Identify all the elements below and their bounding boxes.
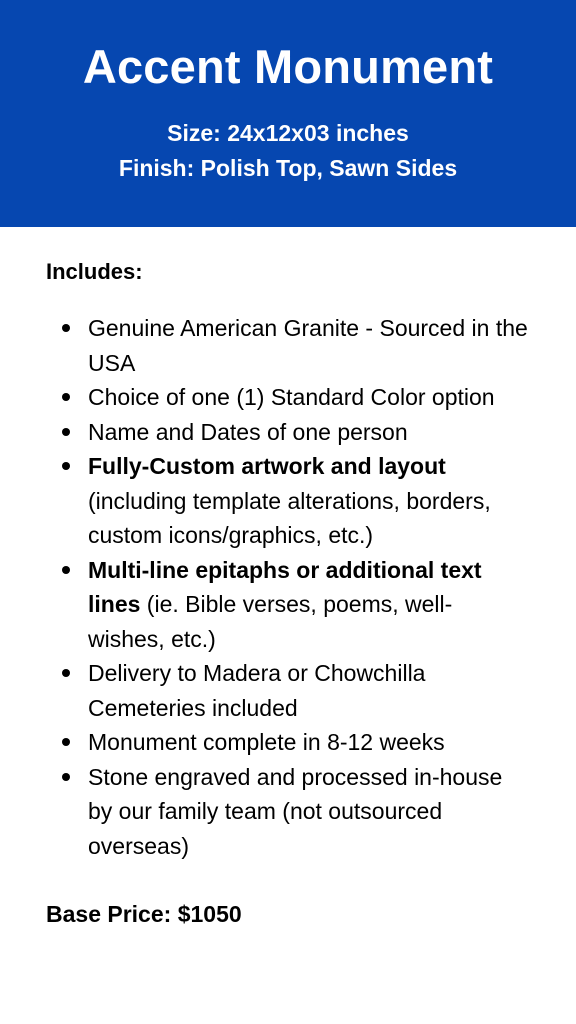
item-text: Genuine American Granite - Sourced in the USA <box>88 315 528 376</box>
item-bold: Multi-line epitaphs or additional text lines <box>88 556 482 617</box>
content <box>0 227 576 931</box>
list-item <box>46 449 528 553</box>
item-text: (including template alterations, borders, custom icons/graphics, etc.) <box>88 487 491 548</box>
item-text: Stone engraved and processed in-house by our family team (not outsourced overseas) <box>88 763 503 859</box>
list-item <box>46 553 528 657</box>
item-text: Delivery to Madera or Chowchilla Cemeteries included <box>88 660 426 721</box>
includes-heading: Includes: <box>46 259 143 284</box>
item-text: Monument complete in 8-12 weeks <box>88 729 445 755</box>
header-banner <box>0 0 576 227</box>
list-item <box>46 656 528 725</box>
bullet-icon <box>62 428 70 436</box>
item-text: Choice of one (1) Standard Color option <box>88 384 495 410</box>
item-text: Name and Dates of one person <box>88 418 408 445</box>
size-spec: Size: 24x12x03 inches <box>167 120 409 146</box>
list-item <box>46 415 528 450</box>
page-title: Accent Monument <box>82 40 494 93</box>
bullet-icon <box>62 773 70 781</box>
item-text: (ie. Bible verses, poems, well-wishes, etc.) <box>88 591 453 652</box>
item-bold: Fully-Custom artwork and layout <box>88 453 446 479</box>
list-item <box>46 311 528 380</box>
base-price: Base Price: $1050 <box>46 901 242 927</box>
bullet-icon <box>62 393 70 401</box>
finish-spec: Finish: Polish Top, Sawn Sides <box>118 155 458 181</box>
bullet-icon <box>62 738 70 746</box>
feature-list <box>46 311 528 863</box>
bullet-icon <box>62 566 70 574</box>
list-item <box>46 725 528 760</box>
list-item <box>46 380 528 415</box>
bullet-icon <box>62 462 70 470</box>
list-item <box>46 760 528 864</box>
spec-block <box>0 116 576 186</box>
bullet-icon <box>62 669 70 677</box>
bullet-icon <box>62 324 70 332</box>
